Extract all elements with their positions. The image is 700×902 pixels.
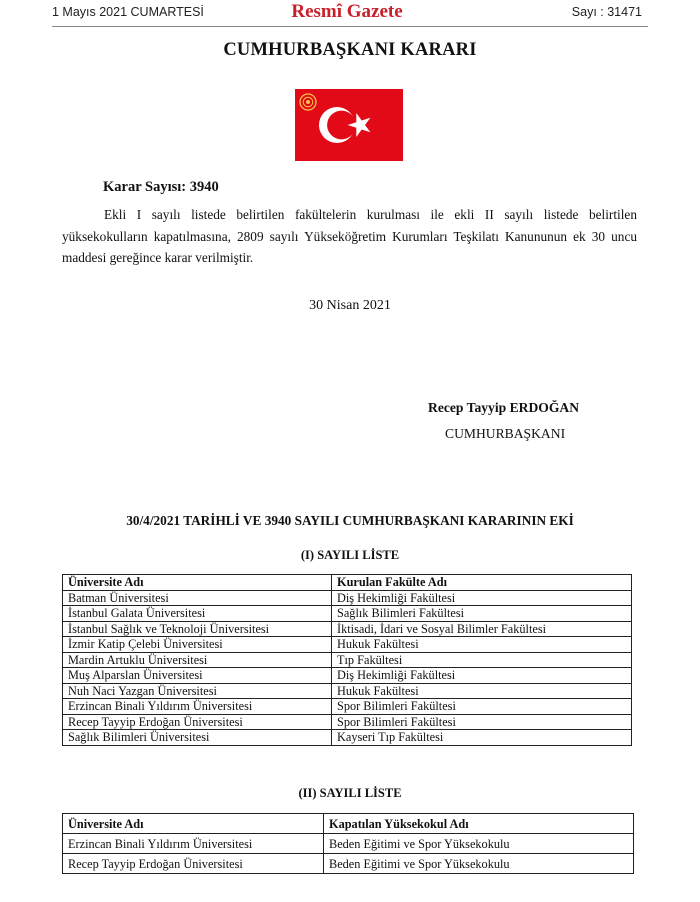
faculty-cell: Kayseri Tıp Fakültesi xyxy=(332,730,632,746)
table-row xyxy=(63,621,632,637)
table-header-cell: Üniversite Adı xyxy=(63,814,324,834)
university-cell: Mardin Artuklu Üniversitesi xyxy=(63,652,332,668)
table-row xyxy=(63,606,632,622)
university-cell: İstanbul Sağlık ve Teknoloji Üniversitesi xyxy=(63,621,332,637)
decision-date-text: 30 Nisan 2021 xyxy=(309,298,391,313)
decision-date xyxy=(0,298,700,314)
table-header-row xyxy=(63,814,634,834)
table-row xyxy=(63,683,632,699)
table-row xyxy=(63,730,632,746)
list1-table xyxy=(62,574,632,746)
table-row xyxy=(63,834,634,854)
university-cell: Batman Üniversitesi xyxy=(63,590,332,606)
page-title: CUMHURBAŞKANI KARARI xyxy=(223,40,477,60)
decision-body xyxy=(62,204,637,269)
list2-title: (II) SAYILI LİSTE xyxy=(298,786,402,800)
faculty-cell: Sağlık Bilimleri Fakültesi xyxy=(332,606,632,622)
decision-number: Karar Sayısı: 3940 xyxy=(103,179,219,195)
list2-table xyxy=(62,813,634,874)
table-row xyxy=(63,590,632,606)
table-row xyxy=(63,668,632,684)
university-cell: Sağlık Bilimleri Üniversitesi xyxy=(63,730,332,746)
header-divider xyxy=(52,26,648,27)
faculty-cell: Diş Hekimliği Fakültesi xyxy=(332,668,632,684)
table-header-cell: Üniversite Adı xyxy=(63,575,332,591)
university-cell: Nuh Naci Yazgan Üniversitesi xyxy=(63,683,332,699)
faculty-cell: Spor Bilimleri Fakültesi xyxy=(332,699,632,715)
table-row xyxy=(63,854,634,874)
faculty-cell: Tıp Fakültesi xyxy=(332,652,632,668)
university-cell: İzmir Katip Çelebi Üniversitesi xyxy=(63,637,332,653)
table-header-cell: Kurulan Fakülte Adı xyxy=(332,575,632,591)
decision-body-text: Ekli I sayılı listede belirtilen fakültelerin kurulması ile ekli II sayılı listede belirtilen yüksekokulların kapatılmasına, 2809 sayılı Yükseköğretim Kurumları Teşkilatı Kanununun ek 30 uncu maddesi gereğince karar verilmiştir. xyxy=(62,207,637,265)
faculty-cell: Spor Bilimleri Fakültesi xyxy=(332,714,632,730)
turkish-flag-icon xyxy=(295,89,403,161)
university-cell: Recep Tayyip Erdoğan Üniversitesi xyxy=(63,714,332,730)
table-row xyxy=(63,637,632,653)
university-cell: Muş Alparslan Üniversitesi xyxy=(63,668,332,684)
university-cell: Recep Tayyip Erdoğan Üniversitesi xyxy=(63,854,324,874)
table-row xyxy=(63,652,632,668)
faculty-cell: Hukuk Fakültesi xyxy=(332,637,632,653)
gazette-name: Resmî Gazete xyxy=(291,1,403,22)
faculty-cell: Diş Hekimliği Fakültesi xyxy=(332,590,632,606)
gazette-header xyxy=(52,0,642,26)
table-header-row xyxy=(63,575,632,591)
signer-name: Recep Tayyip ERDOĞAN xyxy=(428,400,580,415)
header-date: 1 Mayıs 2021 CUMARTESİ xyxy=(52,5,204,19)
header-issue-number: Sayı : 31471 xyxy=(571,5,642,19)
table-row xyxy=(63,714,632,730)
table-row xyxy=(63,699,632,715)
table-header-cell: Kapatılan Yüksekokul Adı xyxy=(324,814,634,834)
university-cell: Erzincan Binali Yıldırım Üniversitesi xyxy=(63,699,332,715)
list1-title: (I) SAYILI LİSTE xyxy=(300,548,400,562)
university-cell: Erzincan Binali Yıldırım Üniversitesi xyxy=(63,834,324,854)
school-cell: Beden Eğitimi ve Spor Yüksekokulu xyxy=(324,854,634,874)
university-cell: İstanbul Galata Üniversitesi xyxy=(63,606,332,622)
faculty-cell: İktisadi, İdari ve Sosyal Bilimler Fakültesi xyxy=(332,621,632,637)
signer-title: CUMHURBAŞKANI xyxy=(445,426,566,441)
faculty-cell: Hukuk Fakültesi xyxy=(332,683,632,699)
annex-title: 30/4/2021 TARİHLİ VE 3940 SAYILI CUMHURBAŞKANI KARARININ EKİ xyxy=(126,513,574,528)
school-cell: Beden Eğitimi ve Spor Yüksekokulu xyxy=(324,834,634,854)
